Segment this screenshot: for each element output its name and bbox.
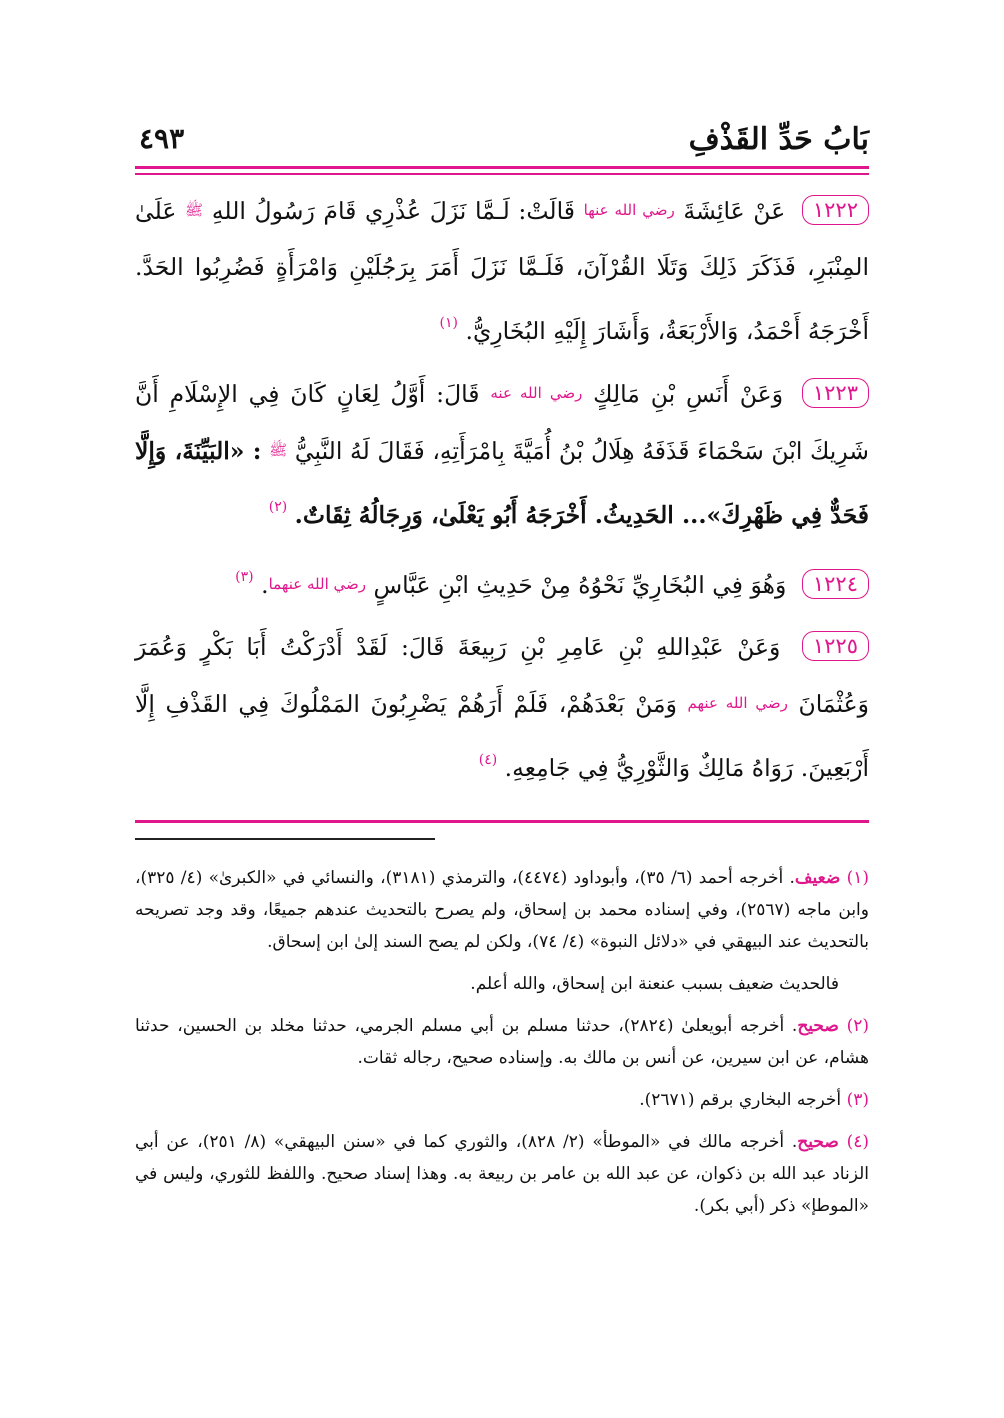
hadith-1222 [135, 182, 869, 359]
salutation-glyph: ﷺ [185, 201, 204, 219]
footnote-grade: صحيح [797, 1016, 839, 1036]
hadith-text: قَالَتْ: لَـمَّا نَزَلَ عُذْرِي قَامَ رَسُولُ اللهِ [211, 197, 575, 225]
footnotes [135, 862, 869, 1232]
footnote-4 [135, 1126, 869, 1222]
hadith-text: عَنْ عَائِشَةَ [683, 197, 786, 225]
hadith-text: وَهُوَ فِي البُخَارِيِّ نَحْوُهُ مِنْ حَدِيثِ ابْنِ عَبَّاسٍ [373, 571, 787, 599]
hadith-text: وَعَنْ عَبْدِاللهِ بْنِ عَامِرِ بْنِ رَبِيعَةَ قَالَ: لَقَدْ أَدْرَكْتُ أَبَا بَكْرٍ وَعُمَرَ وَعُثْمَانَ [135, 633, 869, 718]
salutation-glyph: ﷺ [269, 441, 288, 459]
footnote-ref: (٤) [478, 752, 498, 768]
main-end-rule [135, 820, 869, 823]
header-rule-inner [135, 173, 869, 175]
footnote-text: . أخرجه أبويعلىٰ (٢٨٢٤)، حدثنا مسلم بن أبي مسلم الجرمي، حدثنا مخلد بن الحسين، حدثنا هشام، عن ابن سيرين، عن أنس بن مالك به. وإسناده صحيح، رجاله ثقات. [135, 1016, 869, 1068]
footnote-1-continuation: فالحديث ضعيف بسبب عنعنة ابن إسحاق، والله أعلم. [470, 974, 839, 994]
page-number: ٤٩٣ [139, 122, 185, 155]
footnote-ref: (٢) [268, 499, 288, 515]
hadith-quote: : «البَيِّنَةَ، وَإِلَّا فَحَدٌّ فِي ظَهْرِكَ»... الحَدِيثُ. أَخْرَجَهُ أَبُو يَعْلَىٰ، وَرِجَالُهُ ثِقَاتٌ. [135, 437, 869, 529]
honorific-glyph: رضي الله عنها [583, 201, 675, 219]
honorific-glyph: رضي الله عنه [490, 384, 583, 402]
main-text [135, 182, 869, 802]
hadith-number-badge: ١٢٢٣ [802, 378, 869, 408]
footnote-grade: ضعيف [794, 868, 841, 888]
footnote-mark: (٣) [846, 1090, 869, 1110]
header-rule [135, 166, 869, 169]
footnote-mark: (٢) [846, 1016, 870, 1036]
footnote-text: . أخرجه أحمد (٦/ ٣٥)، وأبوداود (٤٤٧٤)، والترمذي (٣١٨١)، والنسائي في «الكبرىٰ» (٤/ ٣٢٥)، وابن ماجه (٢٥٦٧)، وفي إسناده محمد بن إسحاق، ولم يصرح بالتحديث عندهم جميعًا، وقد وجد تصريحه بالتحديث عند البيهقي في «دلائل النبوة» (٤/ ٧٤)، ولكن لم يصح السند إلىٰ ابن إسحاق. [135, 868, 869, 952]
footnote-text: أخرجه البخاري برقم (٢٦٧١). [639, 1090, 842, 1110]
honorific-glyph: رضي الله عنهما [268, 575, 367, 593]
footnote-ref: (٣) [235, 569, 254, 585]
hadith-text: . [261, 571, 269, 599]
hadith-1223 [135, 365, 869, 543]
hadith-number-badge: ١٢٢٢ [802, 195, 869, 225]
page-header [135, 118, 869, 162]
hadith-1225 [135, 619, 869, 796]
hadith-text: عَلَىٰ المِنْبَرِ، فَذَكَرَ ذَلِكَ وَتَلَا القُرْآنَ، فَلَـمَّا نَزَلَ أَمَرَ بِرَجُلَيْنِ وَامْرَأَةٍ فَضُرِبُوا الحَدَّ. أَخْرَجَهُ أَحْمَدُ، وَالأَرْبَعَةُ، وَأَشَارَ إِلَيْهِ البُخَارِيُّ. [135, 197, 869, 345]
honorific-glyph: رضي الله عنهم [687, 694, 788, 712]
hadith-text: وَعَنْ أَنَسِ بْنِ مَالِكٍ [593, 380, 784, 408]
footnote-grade: صحيح [797, 1132, 839, 1152]
hadith-number-badge: ١٢٢٥ [802, 631, 869, 661]
footnote-text: . أخرجه مالك في «الموطأ» (٢/ ٨٢٨)، والثوري كما في «سنن البيهقي» (٨/ ٢٥١)، عن أبي الزناد عبد الله بن ذكوان، عن عبد الله بن عامر بن ربيعة به. وهذا إسناد صحيح. واللفظ للثوري، وليس في «الموطإ» ذكر (أبي بكر). [135, 1132, 869, 1216]
footnote-ref: (١) [439, 315, 458, 331]
footnote-mark: (٤) [846, 1132, 870, 1152]
footnote-separator [135, 838, 435, 840]
footnote-2 [135, 1010, 869, 1074]
footnote-1 [135, 862, 869, 958]
footnote-3 [135, 1084, 869, 1116]
footnote-mark: (١) [846, 868, 869, 888]
hadith-number-badge: ١٢٢٤ [802, 569, 869, 599]
chapter-title: بَابُ حَدِّ القَذْفِ [688, 122, 869, 157]
hadith-text: قَالَ: أَوَّلُ لِعَانٍ كَانَ فِي الإِسْلَامِ أَنَّ شَرِيكَ ابْنَ سَحْمَاءَ قَذَفَهُ هِلَالُ بْنُ أُمَيَّةَ بِامْرَأَتِهِ، فَقَالَ لَهُ النَّبِيُّ [135, 380, 870, 465]
hadith-1224 [135, 549, 869, 613]
hadith-text: وَمَنْ بَعْدَهُمْ، فَلَمْ أَرَهُمْ يَضْرِبُونَ المَمْلُوكَ فِي القَذْفِ إِلَّا أَرْبَعِينَ. رَوَاهُ مَالِكٌ وَالثَّوْرِيُّ فِي جَامِعِهِ. [135, 690, 869, 782]
